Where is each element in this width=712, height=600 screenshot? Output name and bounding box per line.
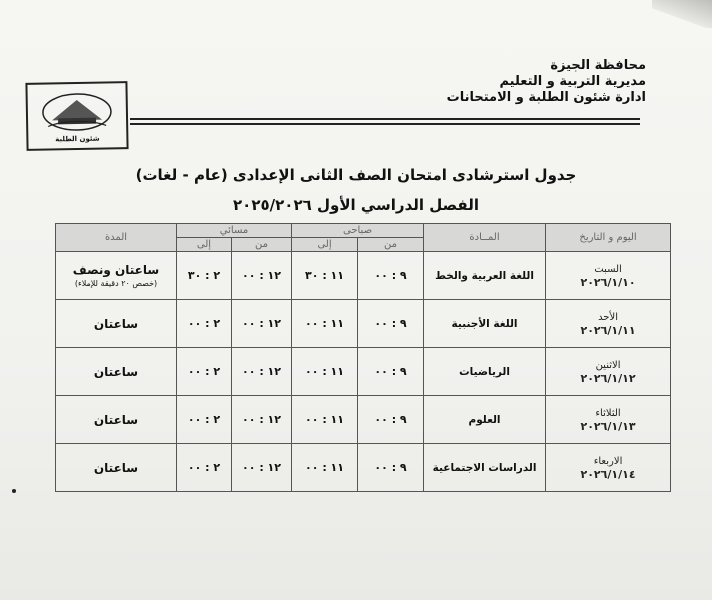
building-emblem-icon bbox=[34, 89, 121, 134]
morning-from-cell: ٩ : ٠٠ bbox=[358, 348, 424, 396]
header-day-date: اليوم و التاريخ bbox=[546, 224, 671, 252]
morning-to-cell: ١١ : ٠٠ bbox=[292, 444, 358, 492]
exam-date: ٢٠٢٦/١/١٢ bbox=[580, 371, 636, 385]
exam-date: ٢٠٢٦/١/١٤ bbox=[580, 467, 636, 481]
evening-to-cell: ٢ : ٠٠ bbox=[177, 396, 232, 444]
header-evening-to: إلى bbox=[177, 238, 232, 252]
morning-to-cell: ١١ : ٠٠ bbox=[292, 396, 358, 444]
evening-to-cell: ٢ : ٣٠ bbox=[177, 252, 232, 300]
morning-from-cell: ٩ : ٠٠ bbox=[358, 396, 424, 444]
header-morning: صباحى bbox=[292, 224, 424, 238]
duration-cell bbox=[56, 444, 177, 492]
evening-from-cell: ١٢ : ٠٠ bbox=[232, 252, 292, 300]
subject-cell: الدراسات الاجتماعية bbox=[424, 444, 546, 492]
morning-to-cell: ١١ : ٠٠ bbox=[292, 348, 358, 396]
header-subject: المــادة bbox=[424, 224, 546, 252]
header-rule-2 bbox=[130, 123, 640, 125]
day-name: الثلاثاء bbox=[595, 407, 621, 419]
day-name: الأحد bbox=[598, 311, 618, 323]
subject-cell: العلوم bbox=[424, 396, 546, 444]
page-title: جدول استرشادى امتحان الصف الثانى الإعدادى (عام - لغات) bbox=[135, 166, 577, 184]
duration-cell bbox=[56, 396, 177, 444]
governorate-line: محافظة الجيزة bbox=[550, 58, 646, 73]
exam-schedule-table bbox=[55, 223, 671, 492]
evening-from-cell: ١٢ : ٠٠ bbox=[232, 396, 292, 444]
morning-to-cell: ١١ : ٣٠ bbox=[292, 252, 358, 300]
morning-to-cell: ١١ : ٠٠ bbox=[292, 300, 358, 348]
evening-from-cell: ١٢ : ٠٠ bbox=[232, 300, 292, 348]
duration-text: ساعتان bbox=[93, 460, 139, 475]
page-subtitle: الفصل الدراسي الأول ٢٠٢٥/٢٠٢٦ bbox=[233, 196, 479, 214]
subject-cell: اللغة العربية والخط bbox=[424, 252, 546, 300]
header-morning-to: إلى bbox=[292, 238, 358, 252]
exam-date: ٢٠٢٦/١/١٣ bbox=[580, 419, 636, 433]
morning-from-cell: ٩ : ٠٠ bbox=[358, 300, 424, 348]
evening-from-cell: ١٢ : ٠٠ bbox=[232, 348, 292, 396]
subject-cell: اللغة الأجنبية bbox=[424, 300, 546, 348]
table-row bbox=[56, 300, 671, 348]
evening-from-cell: ١٢ : ٠٠ bbox=[232, 444, 292, 492]
table-row bbox=[56, 348, 671, 396]
day-date-cell bbox=[546, 444, 671, 492]
subject-cell: الرياضيات bbox=[424, 348, 546, 396]
morning-from-cell: ٩ : ٠٠ bbox=[358, 444, 424, 492]
day-name: السبت bbox=[594, 263, 622, 275]
directorate-line: مديرية التربية و التعليم bbox=[499, 74, 646, 89]
header-duration: المدة bbox=[56, 224, 177, 252]
evening-to-cell: ٢ : ٠٠ bbox=[177, 444, 232, 492]
duration-text: ساعتان ونصف bbox=[72, 263, 160, 277]
administration-line: ادارة شئون الطلبة و الامتحانات bbox=[446, 90, 646, 105]
logo-caption: شئون الطلبة bbox=[55, 134, 100, 143]
logo-stamp bbox=[25, 81, 128, 151]
duration-note: (خصص ٢٠ دقيقة للإملاء) bbox=[74, 279, 158, 288]
header-rule-1 bbox=[130, 118, 640, 120]
day-date-cell bbox=[546, 348, 671, 396]
duration-text: ساعتان bbox=[93, 316, 139, 331]
table-row bbox=[56, 252, 671, 300]
duration-cell bbox=[56, 252, 177, 300]
duration-cell bbox=[56, 348, 177, 396]
evening-to-cell: ٢ : ٠٠ bbox=[177, 348, 232, 396]
exam-date: ٢٠٢٦/١/١٠ bbox=[580, 275, 636, 289]
day-name: الاثنين bbox=[595, 359, 621, 371]
table-row bbox=[56, 444, 671, 492]
duration-text: ساعتان bbox=[93, 364, 139, 379]
header-evening: مسائي bbox=[177, 224, 292, 238]
header-block bbox=[447, 58, 646, 106]
morning-from-cell: ٩ : ٠٠ bbox=[358, 252, 424, 300]
ink-dot bbox=[12, 489, 16, 493]
header-morning-from: من bbox=[358, 238, 424, 252]
day-name: الاربعاء bbox=[593, 455, 623, 467]
day-date-cell bbox=[546, 300, 671, 348]
header-evening-from: من bbox=[232, 238, 292, 252]
exam-date: ٢٠٢٦/١/١١ bbox=[580, 323, 636, 337]
day-date-cell bbox=[546, 396, 671, 444]
duration-text: ساعتان bbox=[93, 412, 139, 427]
day-date-cell bbox=[546, 252, 671, 300]
table-row bbox=[56, 396, 671, 444]
evening-to-cell: ٢ : ٠٠ bbox=[177, 300, 232, 348]
duration-cell bbox=[56, 300, 177, 348]
page-corner-fold bbox=[652, 0, 712, 28]
